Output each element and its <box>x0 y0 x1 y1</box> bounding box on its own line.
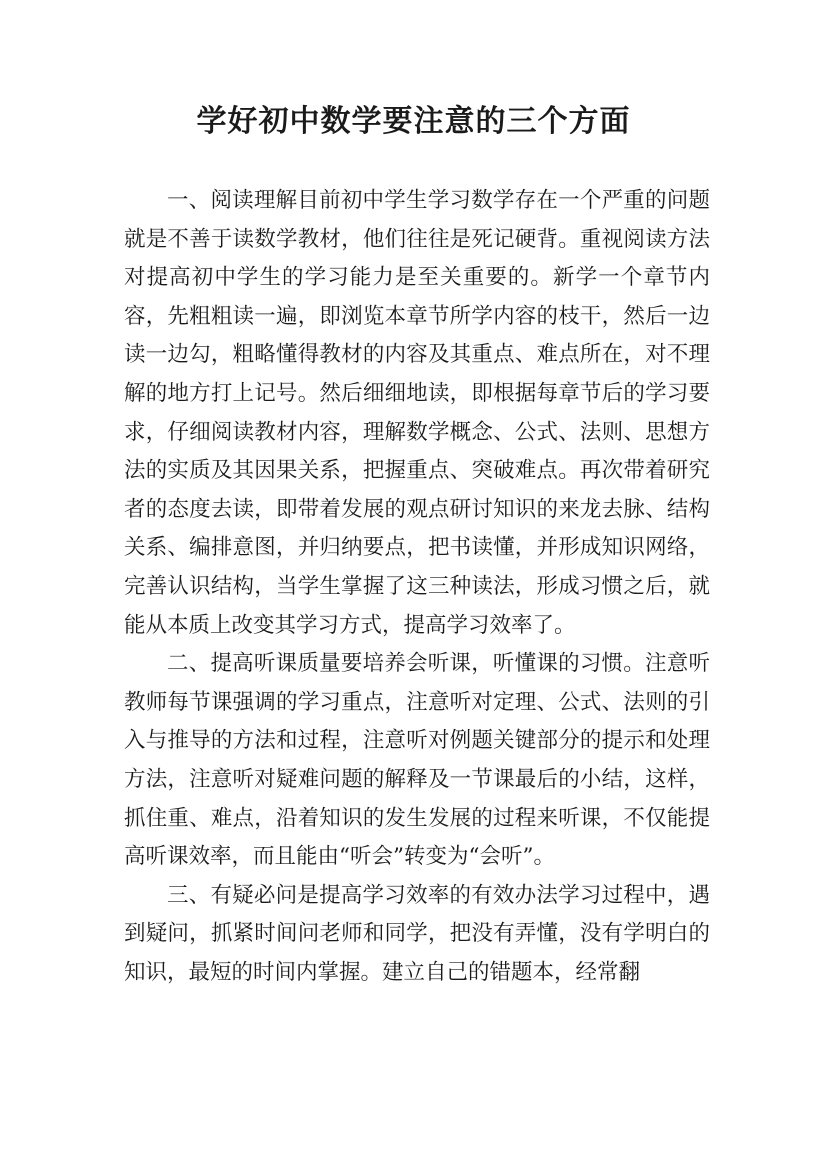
paragraph-listening: 二、提高听课质量要培养会听课，听懂课的习惯。注意听教师每节课强调的学习重点，注意听对定理、公式、法则的引入与推导的方法和过程，注意听对例题关键部分的提示和处理方法，注意听对疑难问题的解释及一节课最后的小结，这样，抓住重、难点，沿着知识的发生发展的过程来听课，不仅能提高听课效率，而且能由“听会”转变为“会听”。 <box>124 651 710 870</box>
paragraph-asking: 三、有疑必问是提高学习效率的有效办法学习过程中，遇到疑问，抓紧时间问老师和同学，把没有弄懂，没有学明白的知识，最短的时间内掌握。建立自己的错题本，经常翻 <box>124 882 710 985</box>
document-title: 学好初中数学要注意的三个方面 <box>196 104 631 139</box>
paragraph-reading: 一、阅读理解目前初中学生学习数学存在一个严重的问题就是不善于读数学教材，他们往往是死记硬背。重视阅读方法对提高初中学生的学习能力是至关重要的。新学一个章节内容，先粗粗读一遍，即浏览本章节所学内容的枝干，然后一边读一边勾，粗略懂得教材的内容及其重点、难点所在，对不理解的地方打上记号。然后细细地读，即根据每章节后的学习要求，仔细阅读教材内容，理解数学概念、公式、法则、思想方法的实质及其因果关系，把握重点、突破难点。再次带着研究者的态度去读，即带着发展的观点研讨知识的来龙去脉、结构关系、编排意图，并归纳要点，把书读懂，并形成知识网络，完善认识结构，当学生掌握了这三种读法，形成习惯之后，就能从本质上改变其学习方式，提高学习效率了。 <box>124 188 710 638</box>
document-body <box>124 182 710 992</box>
